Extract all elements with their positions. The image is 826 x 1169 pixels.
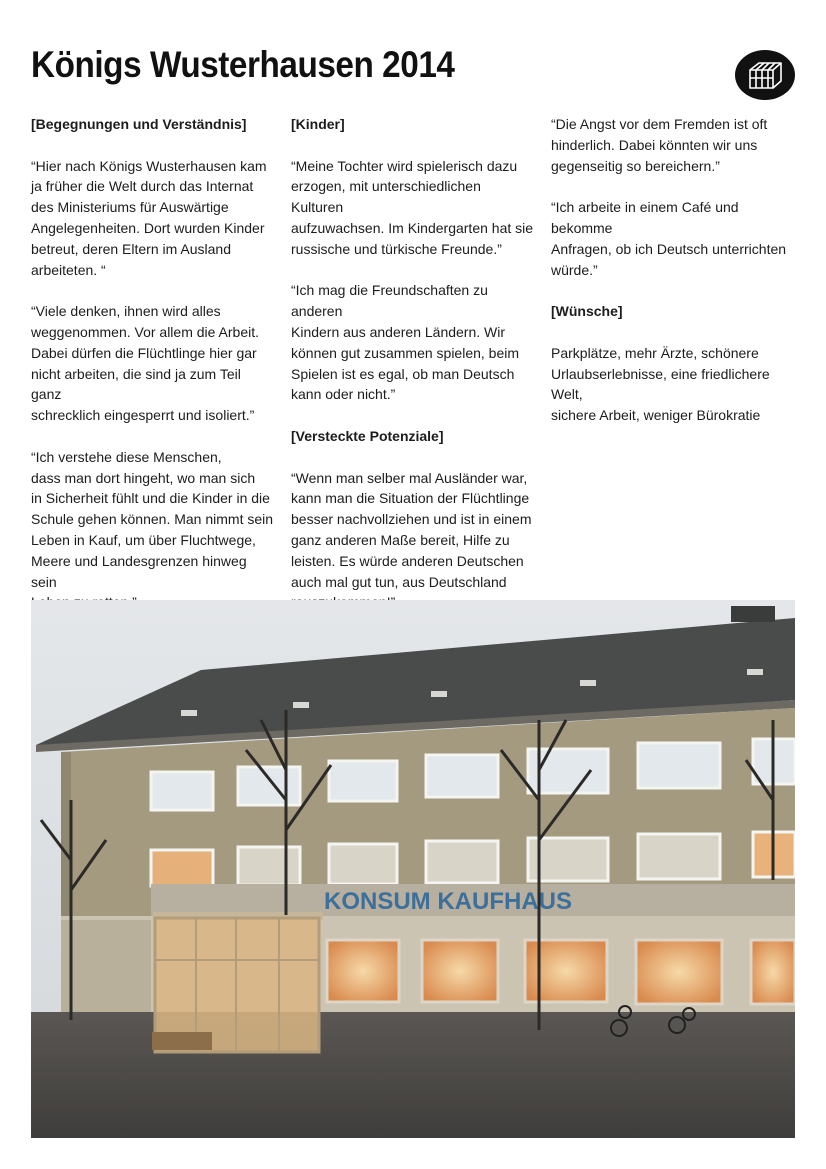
greenhouse-pavilion-icon [747, 58, 783, 92]
column-wuensche [551, 114, 801, 447]
kaufhaus-photo-illustration [31, 600, 795, 1138]
column-begegnungen [31, 114, 275, 634]
quote-paragraph: “Ich mag die Freundschaften zu anderen Kindern aus anderen Ländern. Wir können gut zusammen spielen, beim Spielen ist es egal, ob man Deutsch kann oder nicht.” [291, 282, 520, 403]
quote-paragraph: “Hier nach Königs Wusterhausen kam ja früher die Welt durch das Internat des Ministeriums für Auswärtige Angelegenheiten. Dort wurden Kinder betreut, deren Eltern im Ausland arbeiteten. “ [31, 157, 267, 278]
logo [735, 50, 795, 100]
quote-paragraph: “Meine Tochter wird spielerisch dazu erzogen, mit unterschiedlichen Kulturen aufzuwachsen. Im Kindergarten hat sie russische und türkische Freunde.” [291, 157, 534, 257]
section-heading: [Versteckte Potenziale] [291, 427, 444, 444]
page-title: Königs Wusterhausen 2014 [31, 44, 455, 85]
quote-paragraph: “Ich verstehe diese Menschen, dass man dort hingeht, wo man sich in Sicherheit fühlt und die Kinder in die Schule gehen können. Man nimmt sein Leben in Kauf, um über Fluchtwege, Meere und Landesgrenzen hinweg sein [31, 448, 274, 590]
section-heading: [Wünsche] [551, 303, 623, 320]
quote-paragraph: “Wenn man selber mal Ausländer war, kann man die Situation der Flüchtlinge besser nachvollziehen und ist in einem ganz anderen Maße bereit, Hilfe zu leisten. Es würde anderen Deutschen auch mal gut tun, aus Deutschland [291, 469, 532, 590]
column-kinder [291, 114, 535, 634]
storefront-sign: KONSUM KAUFHAUS [324, 888, 572, 915]
quote-paragraph: “Viele denken, ihnen wird alles weggenommen. Vor allem die Arbeit. Dabei dürfen die Flüchtlinge hier gar nicht arbeiten, die sind ja zum Teil ganz schrecklich eingesperrt und isoliert.” [31, 303, 260, 424]
section-heading: [Begegnungen und Verständnis] [31, 116, 247, 132]
pavilion [152, 912, 323, 1052]
quote-paragraph: Parkplätze, mehr Ärzte, schönere Urlaubserlebnisse, eine friedlichere Welt, sichere Arbeit, weniger Bürokratie [551, 344, 770, 424]
pavement [31, 1012, 795, 1138]
quote-paragraph: “Die Angst vor dem Fremden ist oft hinderlich. Dabei könnten wir uns gegenseitig so bereichern.” [551, 116, 768, 174]
kaufhaus-photo [31, 600, 795, 1138]
quote-paragraph: “Ich arbeite in einem Café und bekomme Anfragen, ob ich Deutsch unterrichten würde.” [551, 199, 787, 278]
section-heading: [Kinder] [291, 116, 345, 132]
